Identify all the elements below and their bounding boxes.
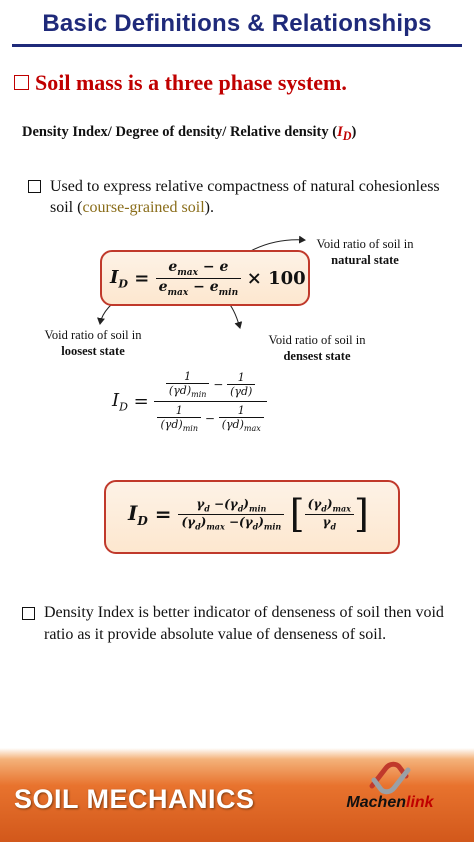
note-densest-line2: densest state <box>283 349 351 363</box>
footer-title: SOIL MECHANICS <box>14 784 255 814</box>
formula1-num-e: e <box>168 259 178 275</box>
formula3-lhs: I <box>128 500 138 525</box>
formula2-min-a: min <box>191 390 207 400</box>
formula3-d-5: d <box>321 503 327 514</box>
formula2-one-c: 1 <box>175 404 183 418</box>
formula1-den-sub2: min <box>218 287 239 298</box>
logo-wordmark <box>320 794 460 812</box>
formula1-lhs: I <box>110 266 119 288</box>
subtitle-text: Soil mass is a three phase system. <box>35 70 347 95</box>
formula3-gamma-5: γ <box>313 497 322 512</box>
formula2-max-d: max <box>243 424 261 434</box>
formula3-max-2: max <box>332 503 351 514</box>
formula2-one-a: 1 <box>184 370 192 383</box>
formula1-fraction <box>156 259 242 298</box>
formula3-d-6: d <box>330 520 337 531</box>
formula2-equals: = <box>127 391 155 413</box>
formula-dry-density-reciprocal <box>112 370 267 433</box>
checkbox-bullet-icon <box>22 607 35 620</box>
bullet1-text-before: Used to express relative compactness of natural cohesionless soil ( <box>50 178 440 216</box>
formula1-den-e2: e <box>209 278 219 295</box>
heading-symbol-sub: D <box>342 128 352 143</box>
note-natural-line2: natural state <box>331 253 399 267</box>
formula2-main-fraction <box>154 370 266 433</box>
formula3-fraction-a: $\frac{\gamma_d -(\gamma_d)_{min}}{(\gamma_d)_{max} -(\gamma_d)_{min}}$ <box>178 497 284 531</box>
formula3-d-2: d <box>237 503 244 514</box>
note-loosest-line1: Void ratio of soil in <box>44 328 142 342</box>
logo-part1: Machen <box>346 794 406 811</box>
note-natural-state <box>300 236 430 268</box>
logo-part2: link <box>406 794 434 811</box>
formula2-den-term1 <box>157 404 201 433</box>
formula2-den-term2 <box>219 404 264 433</box>
formula2-minus-b: − <box>204 411 219 426</box>
heading-close: ) <box>351 124 357 140</box>
note-densest-state <box>252 332 382 364</box>
note-loosest-line2: loosest state <box>61 344 125 358</box>
formula3-equals: = <box>147 502 179 526</box>
formula3-gamma-2: γ <box>229 497 238 512</box>
formula2-minus-a: − <box>213 377 228 392</box>
formula-void-ratio <box>110 259 306 298</box>
formula3-bracket-left: [ <box>289 492 305 536</box>
formula2-lhs-sub: D <box>119 400 128 414</box>
bullet2-text: Density Index is better indicator of denseness of soil then void ratio as it provide absolute value of denseness of soil. <box>44 604 444 643</box>
formula1-den-minus: − <box>188 278 210 295</box>
bullet-paragraph-2 <box>44 602 454 646</box>
formula2-one-d: 1 <box>237 404 245 418</box>
formula3-min-1: min <box>248 503 267 514</box>
formula3-gamma-4: γ <box>244 514 253 529</box>
formula1-num-sub: max <box>177 267 198 278</box>
formula3-fraction-b: $\frac{(\gamma_d)_{max}}{\gamma_d}$ <box>305 497 354 531</box>
note-densest-line1: Void ratio of soil in <box>268 333 366 347</box>
formula2-gamma-d: (γd) <box>221 418 244 432</box>
page-title: Basic Definitions & Relationships <box>42 10 432 37</box>
formula2-gamma-b: (γd) <box>230 385 253 399</box>
formula-dry-density <box>128 492 369 536</box>
formula2-num-term2 <box>227 371 255 398</box>
formula3-min-2: min <box>263 520 282 531</box>
formula3-gamma-6: γ <box>322 514 331 529</box>
heading-text: Density Index/ Degree of density/ Relative density ( <box>22 124 338 140</box>
formula3-lhs-sub: D <box>137 513 148 528</box>
bullet1-text-after: ). <box>204 199 214 216</box>
note-natural-line1: Void ratio of soil in <box>316 237 414 251</box>
formula2-num-term1 <box>166 370 210 399</box>
formula1-num-minus: − e <box>198 259 229 275</box>
formula2-gamma-a: (γd) <box>168 384 192 397</box>
bullet1-highlight: course-grained soil <box>82 199 205 216</box>
formula3-d-1: d <box>204 503 210 514</box>
formula1-equals: = <box>127 267 156 289</box>
formula1-lhs-sub: D <box>118 277 128 291</box>
formula3-bracket-right: ] <box>353 492 369 536</box>
formula2-gamma-c: (γd) <box>160 418 183 432</box>
formula3-minus-1: − <box>209 497 225 512</box>
formula3-gamma-1: γ <box>196 497 205 512</box>
formula3-max-1: max <box>206 520 225 531</box>
formula1-times-100: × 100 <box>246 267 306 289</box>
note-loosest-state <box>28 327 158 359</box>
formula3-minus-2: − <box>224 514 239 529</box>
formula3-d-4: d <box>252 520 259 531</box>
formula2-lhs: I <box>112 389 120 411</box>
formula1-den-e1: e <box>158 278 168 295</box>
formula3-gamma-3: γ <box>187 514 196 529</box>
formula2-one-b: 1 <box>237 371 245 385</box>
formula-box-dry-density <box>104 480 400 554</box>
formula-box-void-ratio <box>100 250 310 306</box>
formula1-den-sub1: max <box>167 287 189 298</box>
heading-symbol-letter: I <box>337 124 343 140</box>
formula2-min-c: min <box>182 424 198 434</box>
formula3-d-3: d <box>195 520 201 531</box>
